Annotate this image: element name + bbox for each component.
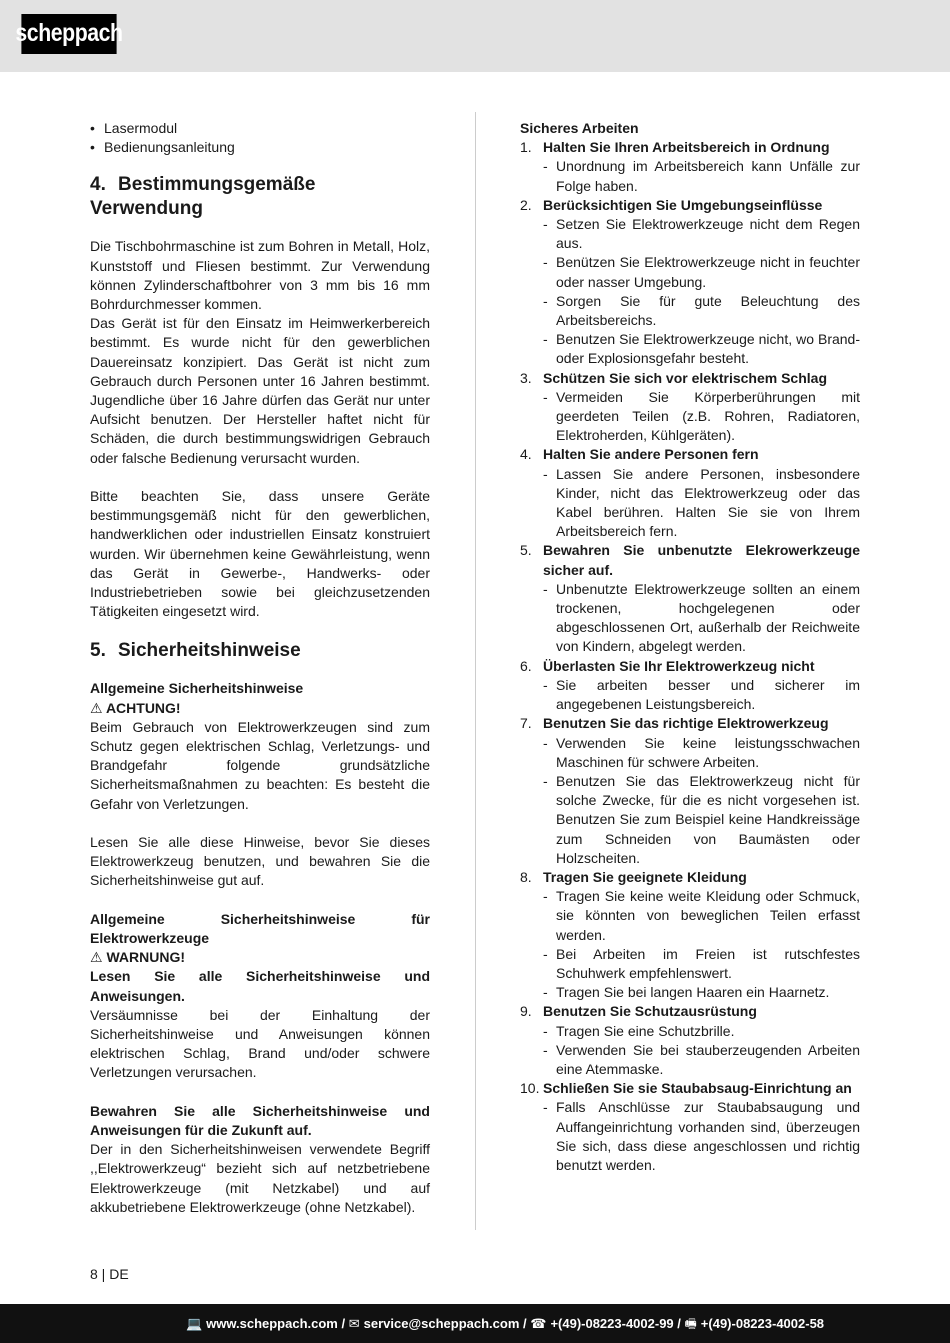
item-title: Schützen Sie sich vor elektrischem Schlag	[543, 369, 827, 386]
item-number: 6.	[520, 657, 532, 674]
section-number: 4.	[90, 174, 106, 196]
paragraph: Bitte beachten Sie, dass unsere Geräte bestimmungsgemäß nicht für den gewerblichen, handwerklichen oder industriellen Einsatz konstruiert wurden. Wir übernehmen keine Gewährleistung, wenn das Gerät in Gewerbe-, Handwerks- oder Industriebetrieben sowie bei gleichzusetzenden Tätigkeiten eingesetzt wird.	[90, 488, 430, 620]
brand-logo: scheppach	[21, 14, 116, 54]
item-detail: - Setzen Sie Elektrowerkzeuge nicht dem Regen aus.	[520, 215, 860, 253]
item-detail: - Bei Arbeiten im Freien ist rutschfestes Schuhwerk empfehlenswert.	[520, 945, 860, 983]
paragraph: Beim Gebrauch von Elektrowerkzeugen sind zum Schutz gegen elektrischen Schlag, Verletzungs- und Brandgefahr folgende grundsätzliche Sicherheitsmaßnahmen zu beachten: Es besteht die Gefahr von Verletzungen.	[90, 718, 430, 812]
footer-fax[interactable]: +(49)-08223-4002-58	[700, 1315, 825, 1331]
item-number: 3.	[520, 369, 532, 386]
paragraph: Das Gerät ist für den Einsatz im Heimwerkerbereich bestimmt. Es wurde nicht für den gewerblichen Dauereinsatz konzipiert. Das Gerät ist nicht zum Gebrauch durch Personen unter 16 Jahren bestimmt. Jugendliche über 16 Jahre dürfen das Gerät nur unter Aufsicht benutzen. Der Hersteller haftet nicht für Schäden, die durch bestimmungswidrigen Gebrauch oder falsche Bedienung verursacht wurden.	[90, 315, 430, 466]
safety-item	[520, 868, 860, 887]
bold-instruction: Lesen Sie alle Sicherheitshinweise und Anweisungen.	[90, 968, 430, 1004]
section-heading-5	[90, 639, 430, 663]
item-number: 2.	[520, 196, 532, 213]
item-detail: - Unordnung im Arbeitsbereich kann Unfälle zur Folge haben.	[520, 157, 860, 195]
item-number: 7.	[520, 715, 532, 732]
item-detail: - Tragen Sie bei langen Haaren ein Haarnetz.	[520, 983, 860, 1002]
safety-item	[520, 657, 860, 676]
computer-icon: 💻	[185, 1315, 203, 1331]
right-column	[520, 119, 860, 1175]
item-title: Berücksichtigen Sie Umgebungseinflüsse	[543, 196, 823, 213]
item-detail: - Verwenden Sie bei stauberzeugenden Arbeiten eine Atemmaske.	[520, 1041, 860, 1079]
paragraph: Lesen Sie alle diese Hinweise, bevor Sie dieses Elektrowerkzeug benutzen, und bewahren Sie die Sicherheitshinweise gut auf.	[90, 834, 430, 889]
safety-item	[520, 445, 860, 464]
safety-item	[520, 1079, 860, 1098]
safety-item	[520, 1002, 860, 1021]
warning-label: ⚠ ACHTUNG!	[90, 699, 181, 716]
item-title: Tragen Sie geeignete Kleidung	[543, 868, 747, 885]
paragraph: Die Tischbohrmaschine ist zum Bohren in Metall, Holz, Kunststoff und Fliesen bestimmt. Zur Verwendung können Zylinderschaftbohrer von 3 mm bis 16 mm Bohrdurchmesser kommen.	[90, 238, 430, 313]
list-item: • Lasermodul	[90, 119, 430, 138]
item-title: Benutzen Sie das richtige Elektrowerkzeug	[543, 715, 829, 732]
item-title: Bewahren Sie unbenutzte Elekrowerkzeuge sicher auf.	[543, 542, 860, 578]
safety-item	[520, 541, 860, 579]
safety-item	[520, 196, 860, 215]
safety-item	[520, 714, 860, 733]
item-number: 10.	[520, 1080, 540, 1097]
warning-triangle-icon: ⚠	[90, 699, 103, 716]
item-title: Benutzen Sie Schutzausrüstung	[543, 1003, 757, 1020]
footer-email[interactable]: service@scheppach.com	[363, 1315, 520, 1331]
subheading: Allgemeine Sicherheitshinweise für Elektrowerkzeuge	[90, 910, 430, 947]
mail-icon: ✉	[348, 1315, 360, 1331]
warning-triangle-icon: ⚠	[90, 949, 103, 966]
item-detail: - Unbenutzte Elektrowerkzeuge sollten an einem trockenen, hochgelegenen oder abgeschlossenen Ort, außerhalb der Reichweite von Kindern, abgelegt werden.	[520, 580, 860, 657]
item-number: 8.	[520, 868, 532, 885]
list-item: • Bedienungsanleitung	[90, 138, 430, 157]
section-number: 5.	[90, 640, 106, 662]
item-detail: - Sie arbeiten besser und sicherer im angegebenen Leistungsbereich.	[520, 676, 860, 714]
footer-website[interactable]: www.scheppach.com	[206, 1315, 338, 1331]
item-title: Schließen Sie sie Staubabsaug-Einrichtung an	[543, 1080, 852, 1097]
item-detail: - Benützen Sie Elektrowerkzeuge nicht in feuchter oder nasser Umgebung.	[520, 253, 860, 291]
item-number: 4.	[520, 446, 532, 463]
column-divider	[475, 112, 476, 1230]
item-detail: - Verwenden Sie keine leistungsschwachen Maschinen für schwere Arbeiten.	[520, 734, 860, 772]
safety-item	[520, 369, 860, 388]
item-title: Überlasten Sie Ihr Elektrowerkzeug nicht	[543, 657, 815, 674]
item-detail: - Sorgen Sie für gute Beleuchtung des Arbeitsbereichs.	[520, 292, 860, 330]
warning-label: ⚠ WARNUNG!	[90, 949, 185, 966]
item-number: 5.	[520, 542, 532, 559]
item-detail: - Vermeiden Sie Körperberührungen mit geerdeten Teilen (z.B. Rohren, Radiatoren, Elektroherden, Kühlgeräten).	[520, 388, 860, 446]
item-title: Halten Sie Ihren Arbeitsbereich in Ordnung	[543, 139, 830, 156]
accessory-list	[90, 119, 430, 157]
left-column	[90, 119, 430, 1217]
footer-bar: 💻 www.scheppach.com / ✉ service@scheppach.com / ☎ +(49)-08223-4002-99 / 🖷 +(49)-08223-4002-58	[0, 1304, 950, 1343]
section-heading-4	[90, 173, 430, 221]
section-title: Sicherheitshinweise	[118, 640, 301, 662]
item-detail: - Benutzen Sie das Elektrowerkzeug nicht für solche Zwecke, für die es nicht vorgesehen ist. Benutzen Sie zum Beispiel keine Handkreissäge zum Schneiden von Baumästen oder Holzscheiten.	[520, 772, 860, 868]
item-detail: - Falls Anschlüsse zur Staubabsaugung und Auffangeinrichtung vorhanden sind, überzeugen Sie sich, dass diese angeschlossen und richtig benutzt werden.	[520, 1098, 860, 1175]
bold-instruction: Bewahren Sie alle Sicherheitshinweise und Anweisungen für die Zukunft auf.	[90, 1102, 430, 1139]
header-bar	[0, 0, 950, 72]
item-detail: - Lassen Sie andere Personen, insbesondere Kinder, nicht das Elektrowerkzeug oder das Kabel berühren. Halten Sie sie von Ihrem Arbeitsbereich fern.	[520, 465, 860, 542]
item-number: 1.	[520, 139, 532, 156]
page-number: 8 | DE	[90, 1266, 129, 1282]
footer-phone[interactable]: +(49)-08223-4002-99	[550, 1315, 674, 1331]
item-detail: - Benutzen Sie Elektrowerkzeuge nicht, wo Brand- oder Explosionsgefahr besteht.	[520, 330, 860, 368]
paragraph: Der in den Sicherheitshinweisen verwendete Begriff ,,Elektrowerkzeug“ bezieht sich auf netzbetriebene Elektrowerkzeuge (mit Netzkabel) und auf akkubetriebene Elektrowerkzeuge (ohne Netzkabel).	[90, 1141, 430, 1215]
safety-item	[520, 138, 860, 157]
item-detail: - Tragen Sie eine Schutzbrille.	[520, 1022, 860, 1041]
safety-list	[520, 138, 860, 1175]
item-title: Halten Sie andere Personen fern	[543, 446, 759, 463]
paragraph: Versäumnisse bei der Einhaltung der Sicherheitshinweise und Anweisungen können elektrischen Schlag, Brand und/oder schwere Verletzungen verursachen.	[90, 1006, 430, 1081]
fax-icon: 🖷	[684, 1315, 697, 1331]
section-title: Bestimmungsgemäße Verwendung	[90, 174, 316, 220]
subheading: Sicheres Arbeiten	[520, 120, 639, 136]
item-number: 9.	[520, 1003, 532, 1020]
subheading: Allgemeine Sicherheitshinweise	[90, 680, 304, 697]
phone-icon: ☎	[530, 1315, 547, 1331]
item-detail: - Tragen Sie keine weite Kleidung oder Schmuck, sie könnten von beweglichen Teilen erfasst werden.	[520, 887, 860, 945]
